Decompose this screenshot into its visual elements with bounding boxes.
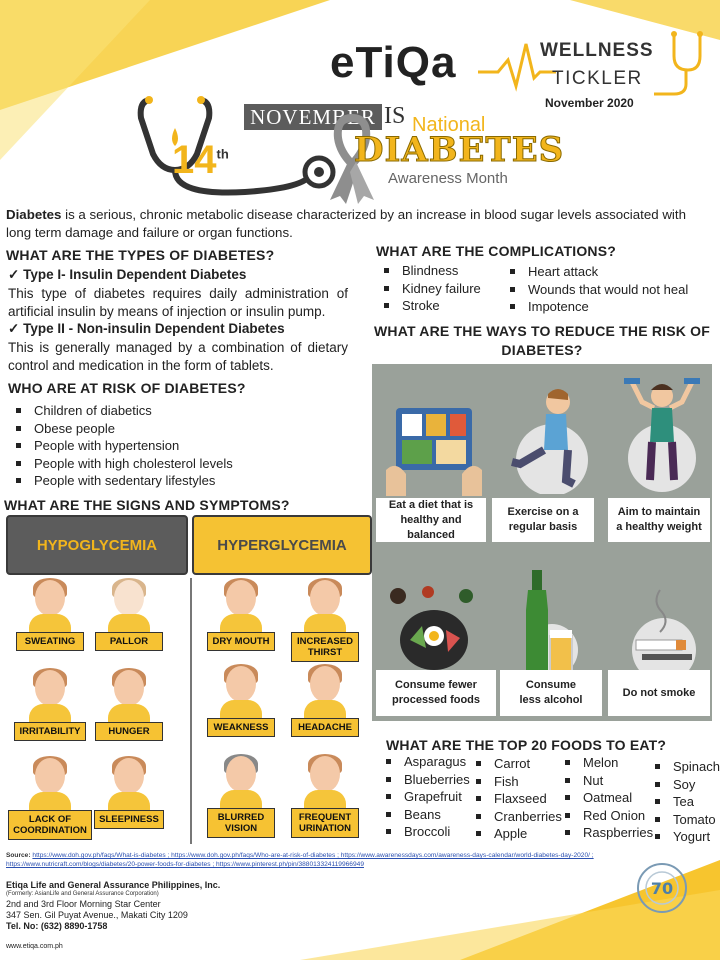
person-icon <box>29 668 71 720</box>
source-label: Source: <box>6 852 31 859</box>
list-item: Asparagus <box>382 753 470 771</box>
weights-woman-icon <box>620 372 704 496</box>
reduce-card-caption <box>500 670 602 716</box>
wellness-title: WELLNESS <box>540 40 654 61</box>
symptom-card <box>196 664 286 737</box>
foods-list-col1 <box>382 753 470 841</box>
alcohol-bottle-icon <box>518 570 578 682</box>
intro-text: is a serious, chronic metabolic disease characterized by an increase in blood sugar levels associated with long term damage and failure or organ functions. <box>6 207 686 240</box>
symptom-label: WEAKNESS <box>207 718 275 737</box>
person-icon <box>220 578 262 630</box>
list-item: Tomato <box>651 811 720 829</box>
reduce-panel <box>372 364 712 721</box>
foods-list-col3 <box>561 754 653 842</box>
list-item: Broccoli <box>382 823 470 841</box>
reduce-card-caption <box>608 670 710 716</box>
list-item: People with high cholesterol levels <box>12 455 233 473</box>
list-item: Carrot <box>472 755 562 773</box>
symptom-card <box>5 578 95 651</box>
symptom-label: DRY MOUTH <box>207 632 275 651</box>
list-item: Spinach <box>651 758 720 776</box>
healthy-meal-tray-icon <box>386 400 482 496</box>
foods-list-col2 <box>472 755 562 843</box>
type2-title <box>8 321 285 337</box>
reduce-card-caption <box>376 670 496 716</box>
caption-line: Consume <box>525 679 577 691</box>
type1-text: This type of diabetes requires daily administration of artificial insulin by means of injection or insulin pump. <box>8 286 348 319</box>
hyper-header: HYPERGLYCEMIA <box>192 515 372 575</box>
person-icon <box>220 664 262 716</box>
source-line <box>6 851 712 869</box>
caption-line: less alcohol <box>519 694 583 706</box>
intro-paragraph <box>6 206 710 241</box>
banner-diabetes: DIABETES <box>354 130 565 170</box>
type2-text: This is generally managed by a combination of dietary control and medication in the form of tablets. <box>8 340 348 373</box>
list-item: Soy <box>651 776 720 794</box>
list-item: Grapefruit <box>382 788 470 806</box>
banner-month: NOVEMBER <box>244 104 382 130</box>
symptom-card <box>84 578 174 651</box>
caption-line: regular basis <box>508 521 578 533</box>
person-icon <box>29 578 71 630</box>
signs-heading: WHAT ARE THE SIGNS AND SYMPTOMS? <box>4 497 290 513</box>
tickler-title: TICKLER <box>552 68 643 89</box>
banner-national: National <box>412 114 486 136</box>
caption-line: a healthy weight <box>616 521 702 533</box>
processed-food-plate-icon <box>386 586 482 674</box>
list-item: Yogurt <box>651 828 720 846</box>
reduce-card-caption <box>492 498 594 542</box>
foods-heading: WHAT ARE THE TOP 20 FOODS TO EAT? <box>386 737 667 753</box>
banner-is: IS <box>384 103 406 129</box>
symptom-label: BLURRED VISION <box>207 808 275 838</box>
symptom-card <box>84 756 174 829</box>
symptom-card <box>196 578 286 651</box>
symptom-label: SLEEPINESS <box>94 810 164 829</box>
symptom-card <box>5 668 95 741</box>
person-icon <box>304 578 346 630</box>
list-item: Obese people <box>12 420 233 438</box>
list-item: Stroke <box>380 297 481 315</box>
day-number-text: 14 <box>172 138 217 182</box>
reduce-card-caption <box>608 498 710 542</box>
source-links[interactable]: https://www.doh.gov.ph/faqs/What-is-diabetes ; https://www.doh.gov.ph/faqs/Who-are-at-risk-of-diabetes ; https://www.awarenessdays.com/awareness-days-calendar/world-diabetes-day-2020/ ; https://www.nutricraft.com/blogs/diabetes/20-power-foods-for-diabetes ; https://www.pinterest.ph/pin/388013324119966949 <box>6 852 594 868</box>
caption-line: processed foods <box>391 694 481 706</box>
symptom-label: HEADACHE <box>291 718 359 737</box>
banner-awareness: Awareness Month <box>388 170 508 187</box>
list-item: Blueberries <box>382 771 470 789</box>
symptom-card <box>280 664 370 737</box>
intro-bold: Diabetes <box>6 207 62 222</box>
foods-list-col4 <box>651 758 720 846</box>
footer-company: Etiqa Life and General Assurance Philippines, Inc. <box>6 880 221 890</box>
footer-tel: Tel. No: (632) 8890-1758 <box>6 921 108 931</box>
risk-heading: WHO ARE AT RISK OF DIABETES? <box>8 380 246 396</box>
list-item: Children of diabetics <box>12 402 233 420</box>
complications-list-col2 <box>506 263 688 316</box>
brand-logo <box>330 38 456 88</box>
symptom-label: SWEATING <box>16 632 84 651</box>
reduce-card-caption <box>376 498 486 542</box>
brand-logo-text: eTiQa <box>330 38 457 87</box>
anniversary-seal-icon <box>634 860 690 916</box>
caption-line: Eat a diet that is <box>388 498 474 511</box>
list-item: Heart attack <box>506 263 688 281</box>
symptom-label: IRRITABILITY <box>14 722 85 741</box>
symptom-label: PALLOR <box>95 632 163 651</box>
list-item: Tea <box>651 793 720 811</box>
list-item: Red Onion <box>561 807 653 825</box>
no-smoking-cigarette-icon <box>622 584 706 684</box>
list-item: Raspberries <box>561 824 653 842</box>
type2-title-text: Type II - Non-insulin Dependent Diabetes <box>23 321 285 336</box>
type1-title-text: Type I- Insulin Dependent Diabetes <box>23 267 247 282</box>
issue-date: November 2020 <box>545 96 634 110</box>
person-icon <box>304 754 346 806</box>
svg-text:70: 70 <box>650 879 674 898</box>
list-item: Wounds that would not heal <box>506 281 688 299</box>
list-item: Blindness <box>380 262 481 280</box>
person-icon <box>108 668 150 720</box>
caption-line: Exercise on a <box>507 506 579 518</box>
symptom-label: FREQUENT URINATION <box>291 808 359 838</box>
caption-line: Consume fewer <box>395 679 477 691</box>
caption-line: healthy and balanced <box>400 513 462 541</box>
check-icon: ✓ <box>8 267 20 282</box>
list-item: Impotence <box>506 298 688 316</box>
hypo-header: HYPOGLYCEMIA <box>6 515 188 575</box>
complications-heading: WHAT ARE THE COMPLICATIONS? <box>376 243 617 259</box>
signs-divider <box>190 578 192 844</box>
complications-list-col1 <box>380 262 481 315</box>
type1-title <box>8 267 246 283</box>
risk-list <box>12 402 233 490</box>
symptom-card <box>84 668 174 741</box>
symptom-label: LACK OF COORDINATION <box>8 810 92 840</box>
list-item: Cranberries <box>472 808 562 826</box>
list-item: Nut <box>561 772 653 790</box>
person-icon <box>108 756 150 808</box>
day-suffix: th <box>216 146 229 162</box>
list-item: Flaxseed <box>472 790 562 808</box>
list-item: Apple <box>472 825 562 843</box>
decor-triangle-top-left-light <box>0 0 150 160</box>
symptom-card <box>280 578 370 662</box>
symptom-label: HUNGER <box>95 722 163 741</box>
symptom-card <box>5 756 95 840</box>
symptom-card <box>196 754 286 838</box>
list-item: Kidney failure <box>380 280 481 298</box>
list-item: Beans <box>382 806 470 824</box>
check-icon: ✓ <box>8 321 20 336</box>
caption-line: Aim to maintain <box>617 506 701 518</box>
day-number <box>172 138 229 183</box>
footer-address-2: 347 Sen. Gil Puyat Avenue., Makati City 1209 <box>6 910 188 920</box>
list-item: People with sedentary lifestyles <box>12 472 233 490</box>
footer-address-1: 2nd and 3rd Floor Morning Star Center <box>6 899 161 909</box>
caption-line: Do not smoke <box>622 686 696 699</box>
list-item: Melon <box>561 754 653 772</box>
types-heading: WHAT ARE THE TYPES OF DIABETES? <box>6 247 275 263</box>
person-icon <box>304 664 346 716</box>
person-icon <box>108 578 150 630</box>
list-item: Oatmeal <box>561 789 653 807</box>
exercise-person-icon <box>502 384 592 494</box>
footer-website[interactable]: www.etiqa.com.ph <box>6 943 63 950</box>
symptom-card <box>280 754 370 838</box>
person-icon <box>220 754 262 806</box>
footer-formerly: (Formerly: AsianLife and General Assurance Corporation) <box>6 891 159 897</box>
list-item: Fish <box>472 773 562 791</box>
list-item: People with hypertension <box>12 437 233 455</box>
symptom-label: INCREASED THIRST <box>291 632 359 662</box>
person-icon <box>29 756 71 808</box>
reduce-heading: WHAT ARE THE WAYS TO REDUCE THE RISK OF DIABETES? <box>373 323 711 358</box>
